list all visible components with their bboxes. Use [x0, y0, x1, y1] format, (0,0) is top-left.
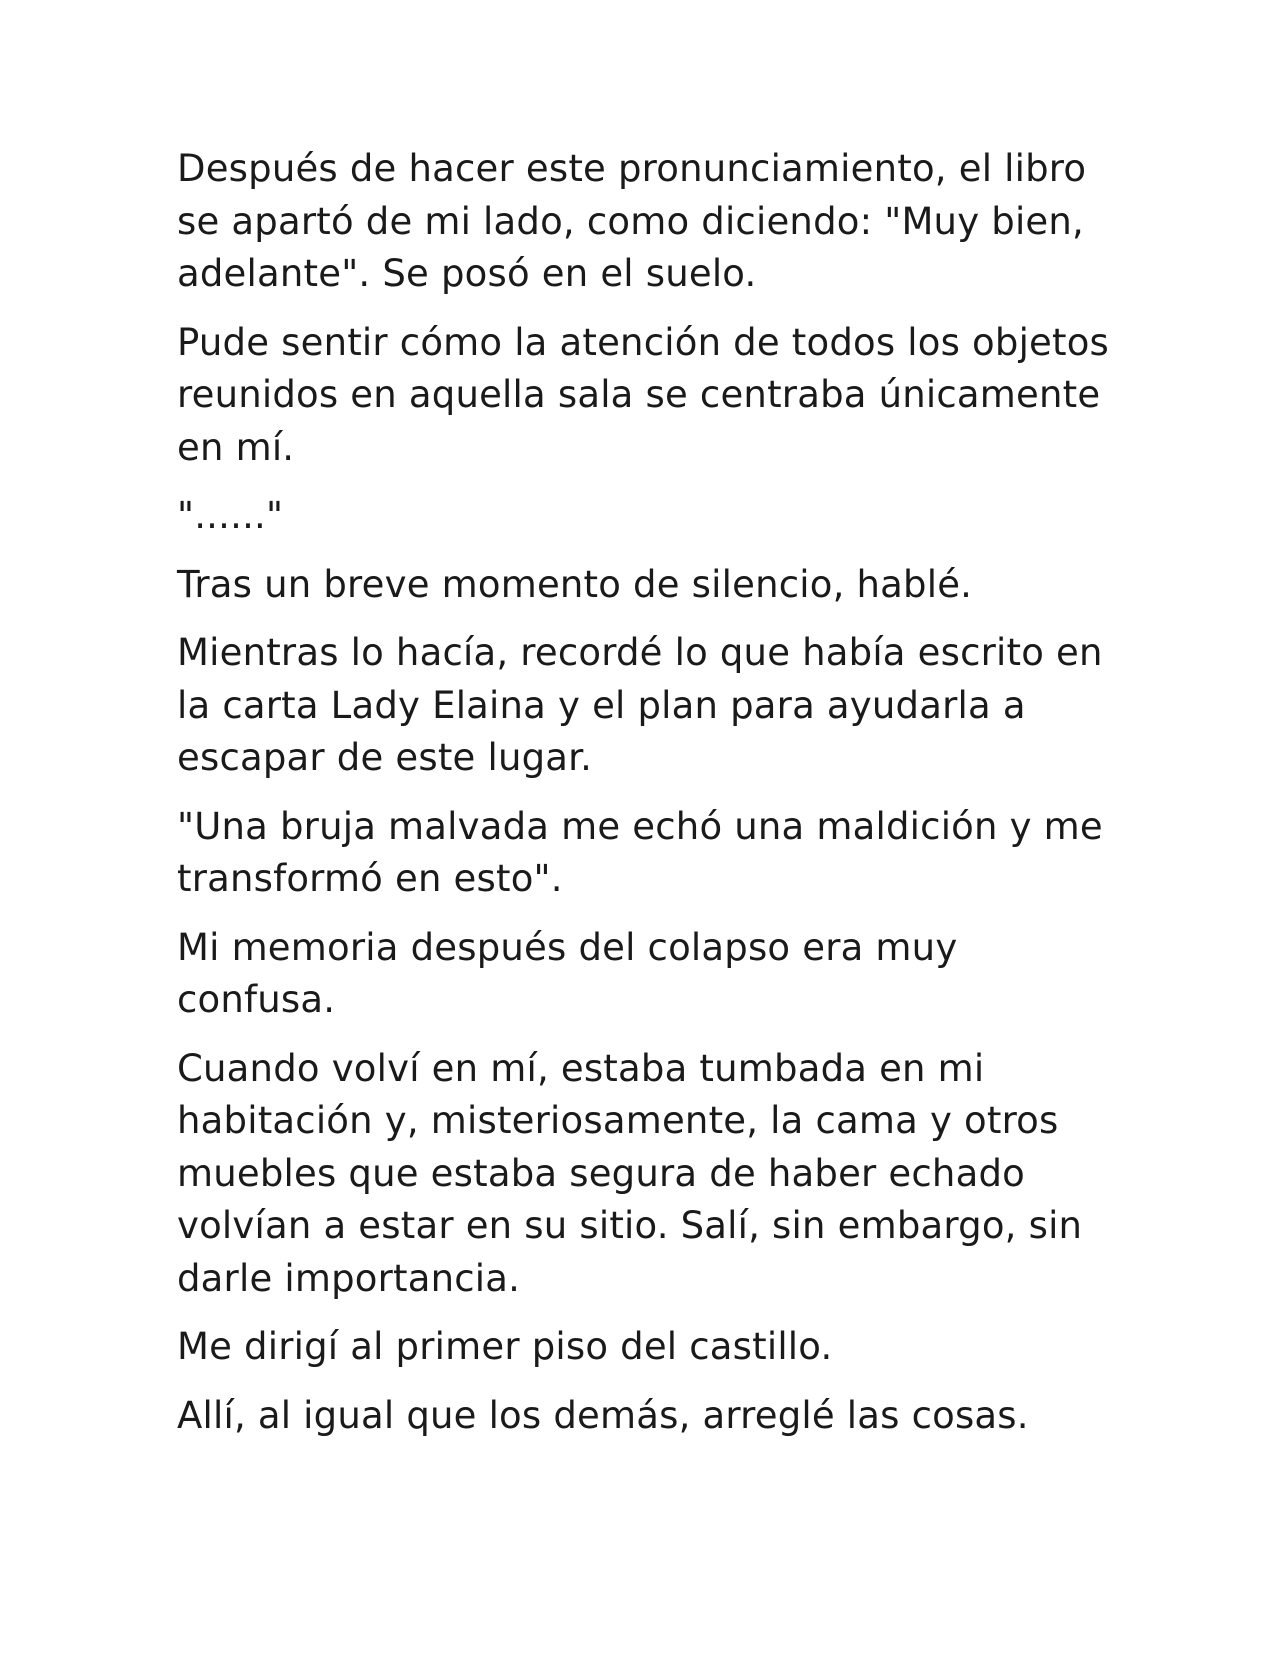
paragraph-4: Tras un breve momento de silencio, hablé.	[177, 562, 973, 606]
paragraph-3: "......"	[177, 494, 284, 537]
paragraph-5: Mientras lo hacía, recordé lo que había escrito en la carta Lady Elaina y el plan para ayudarla a escapar de este lugar.	[177, 631, 1103, 779]
paragraph-6: "Una bruja malvada me echó una maldición y me transformó en esto".	[177, 804, 1103, 900]
paragraph-10: Allí, al igual que los demás, arreglé las cosas.	[177, 1393, 1029, 1437]
paragraph-9: Me dirigí al primer piso del castillo.	[177, 1325, 833, 1368]
paragraph-1: Después de hacer este pronunciamiento, el libro se apartó de mi lado, como diciendo: "Muy bien, adelante". Se posó en el suelo.	[177, 147, 1087, 295]
body-text	[177, 143, 1117, 1458]
paragraph-2: Pude sentir cómo la atención de todos los objetos reunidos en aquella sala se centraba únicamente en mí.	[177, 320, 1110, 469]
paragraph-8: Cuando volví en mí, estaba tumbada en mi habitación y, misteriosamente, la cama y otros muebles que estaba segura de haber echado volvían a estar en su sitio. Salí, sin embargo, sin darle importancia.	[177, 1046, 1083, 1300]
paragraph-7: Mi memoria después del colapso era muy confusa.	[177, 925, 958, 1021]
